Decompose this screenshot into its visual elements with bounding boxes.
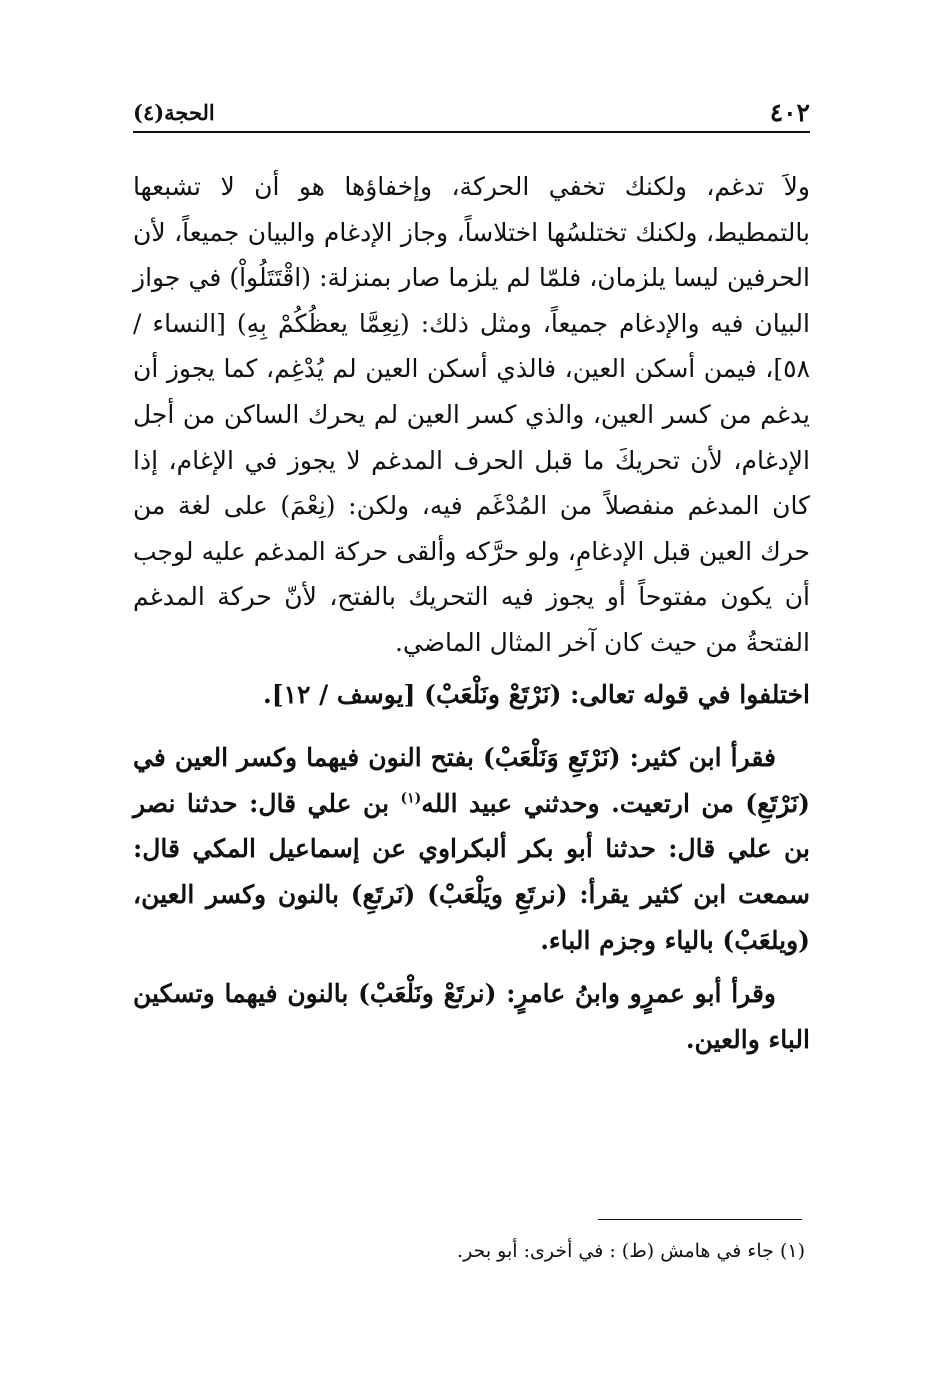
reading-text-part2: بن علي قال: حدثنا نصر بن علي قال: حدثنا أبو بكر ألبكراوي عن إسماعيل المكي قال: سمعت ابن كثير يقرأ: (نرتَعِ ويَلْعَبْ) (نَرتَعِ) بالنون وكسر العين، (ويلعَبْ) بالياء وجزم الباء. <box>133 788 810 955</box>
paragraph-ibn-kathir-reading <box>133 735 810 963</box>
page-header <box>133 92 810 132</box>
paragraph-abu-amr-reading: وقرأ أبو عمرٍو وابنُ عامرٍ: (نرتَعْ ونَلْعَبْ) بالنون فيهما وتسكين الباء والعين. <box>133 979 810 1054</box>
paragraph-commentary: ولاَ تدغم، ولكنك تخفي الحركة، وإخفاؤها هو أن لا تشبعها بالتمطيط، ولكنك تختلسُها اختلاساً، وجاز الإدغام والبيان جميعاً، لأن الحرفين ليسا يلزمان، فلمّا لم يلزما صار بمنزلة: (اقْتَتَلُواْ) في جواز البيان فيه والإدغام جميعاً، ومثل ذلك: (نِعِمَّا يعظُكُمْ بِهِ) [النساء / ٥٨]، فيمن أسكن العين، فالذي أسكن العين لم يُدْغِم، كما يجوز أن يدغم من كسر العين، والذي كسر العين لم يحرك الساكن من أجل الإدغام، لأن تحريكَ ما قبل الحرف المدغم لا يجوز في الإغام، إذا كان المدغم منفصلاً من المُدْغَم فيه، ولكن: (نِعْمَ) على لغة من حرك العين قبل الإدغامِ، ولو حرَّكه وألقى حركة المدغم عليه لوجب أن يكون مفتوحاً أو يجوز فيه التحريك بالفتح، لأنّ حركة المدغم الفتحةُ من حيث كان آخر المثال الماضي. <box>133 172 810 657</box>
running-title: الحجة(٤) <box>133 100 215 125</box>
footnote-marker: (١) <box>400 790 422 807</box>
paragraph-variant-heading: اختلفوا في قوله تعالى: (نَرْتَعْ ونَلْعَبْ) [يوسف / ١٢]. <box>262 679 810 709</box>
footnote: (١) جاء في هامش (ط) : في أخرى: أبو بحر. <box>457 1240 805 1262</box>
main-text <box>133 164 810 1062</box>
header-rule <box>133 131 810 133</box>
page-number: ٤٠٢ <box>769 98 810 127</box>
footnote-rule <box>598 1219 802 1220</box>
reading-text-part1: فقرأ ابن كثير: (نَرْتَعِ وَنَلْعَبْ) بفتح النون فيهما وكسر العين في (نَرْتَعِ) من ارتعيت. وحدثني عبيد الله <box>133 743 810 818</box>
